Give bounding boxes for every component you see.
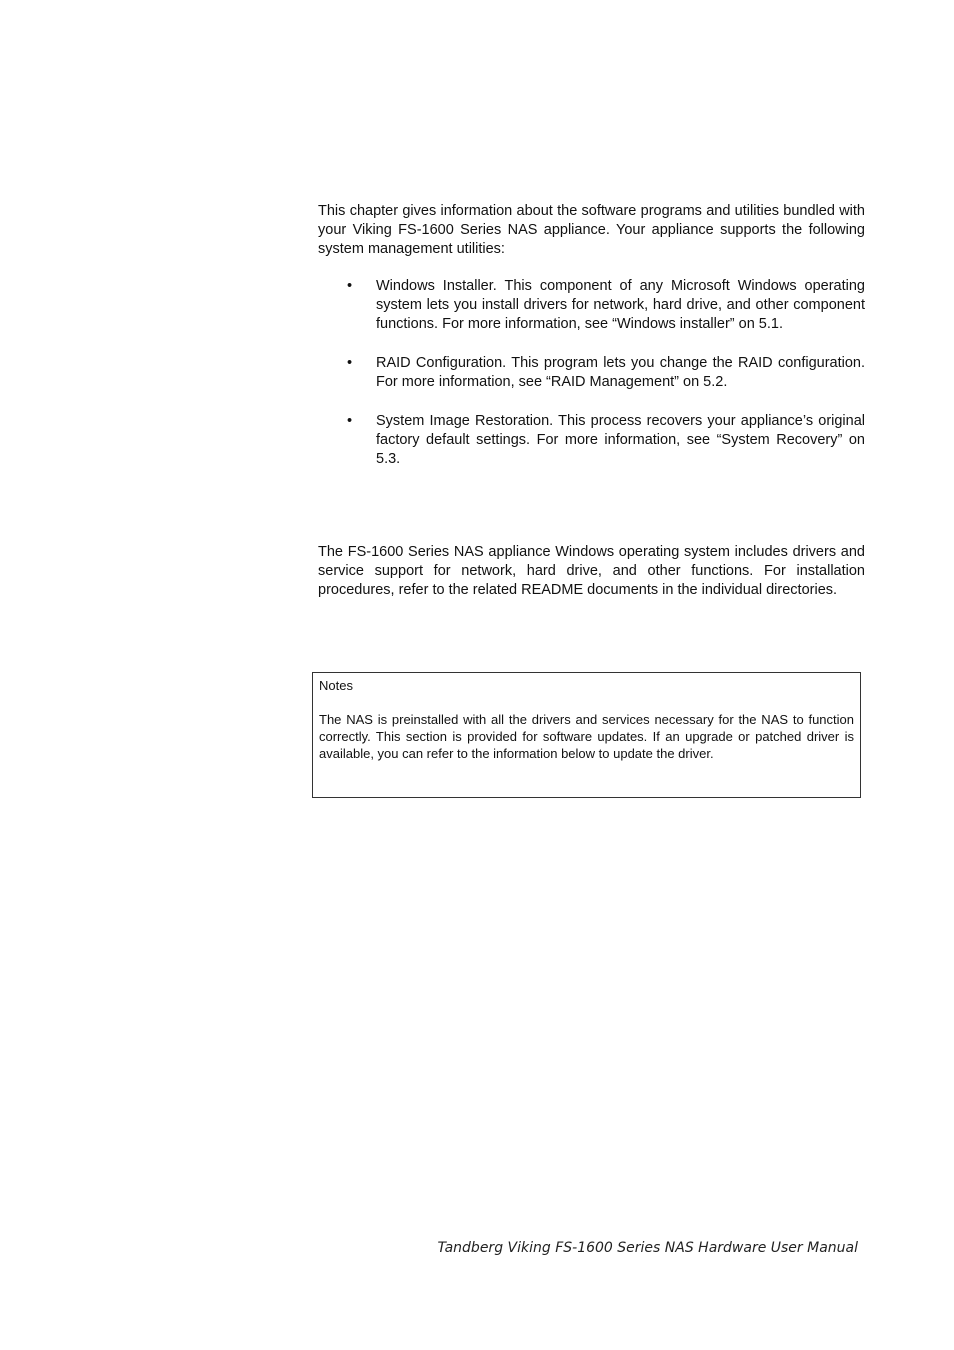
- list-item: [318, 277, 865, 334]
- installer-paragraph: The FS-1600 Series NAS appliance Windows operating system includes drivers and service support for network, hard drive, and other functions. For installation procedures, refer to the related README documents in the individual directories.: [318, 544, 865, 598]
- intro-paragraph: This chapter gives information about the software programs and utilities bundled with your Viking FS-1600 Series NAS appliance. Your appliance supports the following system management utilities:: [318, 203, 865, 257]
- bullet-icon: •: [347, 413, 353, 429]
- notes-box: [312, 672, 861, 798]
- list-item: [318, 412, 865, 469]
- utilities-list: [318, 277, 865, 469]
- list-item: [318, 354, 865, 392]
- bullet-icon: •: [347, 278, 353, 294]
- list-item-text: System Image Restoration. This process recovers your appliance’s original factory default settings. For more information, see “System Recovery” on 5.3.: [376, 413, 865, 467]
- bullet-icon: •: [347, 355, 353, 371]
- notes-title: Notes: [319, 678, 353, 693]
- list-item-text: RAID Configuration. This program lets you change the RAID configuration. For more information, see “RAID Management” on 5.2.: [376, 355, 865, 390]
- page-footer: Tandberg Viking FS-1600 Series NAS Hardware User Manual: [437, 1240, 858, 1256]
- main-content: [318, 202, 865, 600]
- list-item-text: Windows Installer. This component of any Microsoft Windows operating system lets you install drivers for network, hard drive, and other component functions. For more information, see “Windows installer” on 5.1.: [376, 278, 865, 332]
- notes-body: The NAS is preinstalled with all the drivers and services necessary for the NAS to function correctly. This section is provided for software updates. If an upgrade or patched driver is available, you can refer to the information below to update the driver.: [319, 712, 854, 761]
